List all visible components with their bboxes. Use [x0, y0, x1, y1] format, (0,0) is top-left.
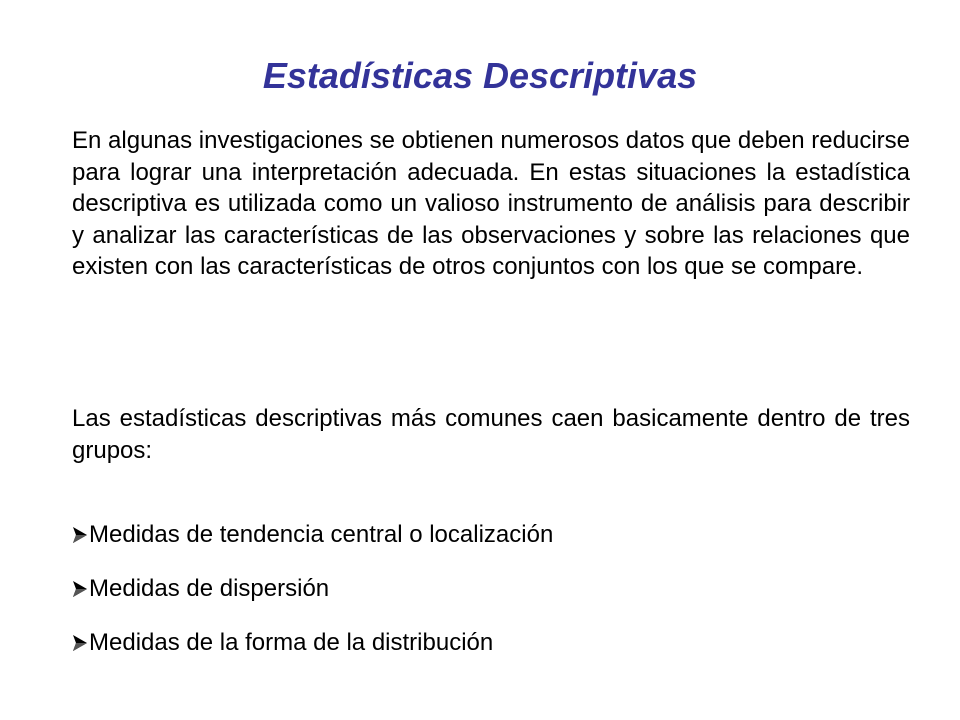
groups-paragraph: Las estadísticas descriptivas más comunes caen basicamente dentro de tres grupos: [72, 405, 910, 464]
bullet-text: Medidas de tendencia central o localización [89, 521, 554, 548]
bullet-list [72, 508, 910, 670]
list-item [72, 562, 910, 616]
arrowhead-bullet-icon [72, 526, 88, 544]
arrowhead-bullet-icon [72, 580, 88, 598]
list-item [72, 508, 910, 562]
bullet-text: Medidas de la forma de la distribución [89, 629, 494, 656]
slide-title: Estadísticas Descriptivas [262, 55, 698, 96]
bullet-text: Medidas de dispersión [89, 575, 330, 602]
list-item [72, 616, 910, 670]
intro-paragraph: En algunas investigaciones se obtienen numerosos datos que deben reducirse para lograr una interpretación adecuada. En estas situaciones la estadística descriptiva es utilizada como un valioso instrumento de análisis para describir y analizar las características de las observaciones y sobre las relaciones que existen con las características de otros conjuntos con los que se compare. [72, 127, 910, 280]
arrowhead-bullet-icon [72, 634, 88, 652]
